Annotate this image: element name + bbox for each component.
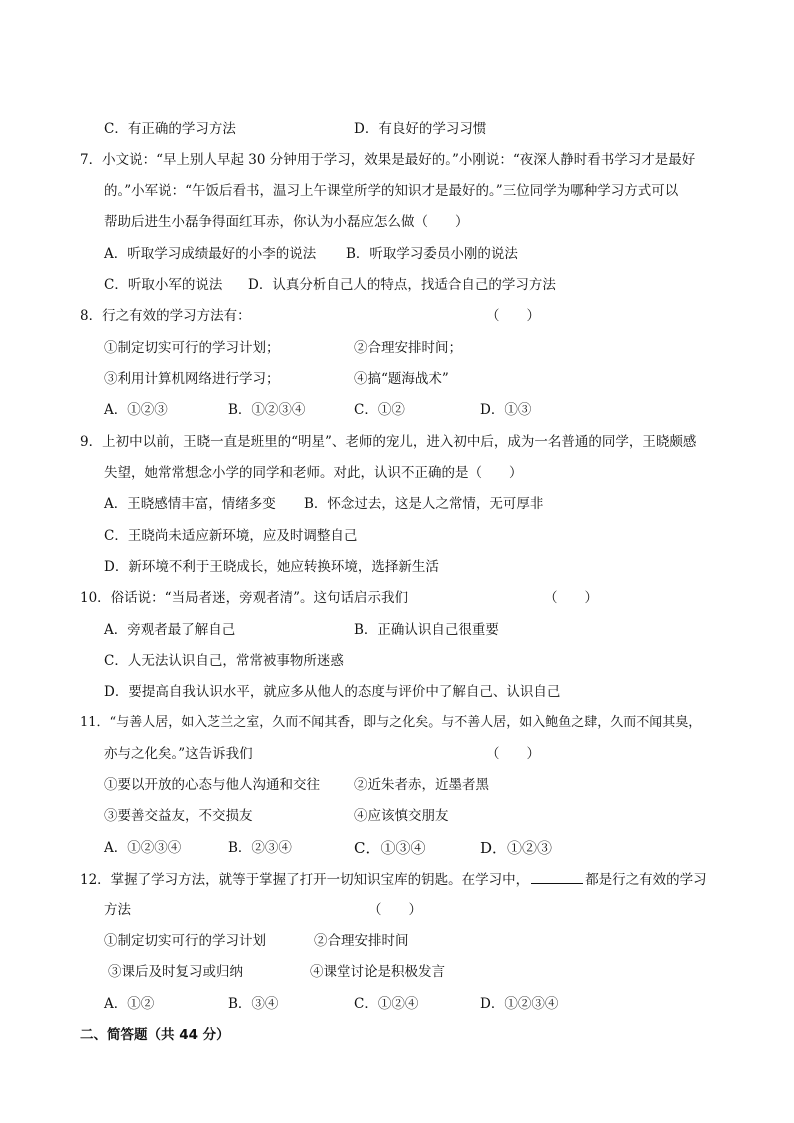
q12-option-c: C．①②④ [354,996,419,1012]
q12-item-3: ③课后及时复习或归纳 [108,964,243,980]
q6-option-c: C．有正确的学习方法 [104,121,236,137]
q12-fill-blank [531,869,583,884]
q10-option-c: C．人无法认识自己，常常被事物所迷惑 [104,653,344,669]
q11-item-2: ②近朱者赤，近墨者黑 [354,777,489,793]
q8-stem: 8．行之有效的学习方法有： [80,308,251,324]
q9-option-d: D．新环境不利于王晓成长，她应转换环境，选择新生活 [104,559,439,575]
q9-option-c: C．王晓尚未适应新环境，应及时调整自己 [104,528,358,544]
q9-option-b: B．怀念过去，这是人之常情，无可厚非 [304,496,544,512]
q8-item-2: ②合理安排时间； [354,340,462,356]
q12-stem-line2: 方法 [104,902,131,918]
q9-stem-line1: 9．上初中以前，王晓一直是班里的“明星”、老师的宠儿，进入初中后，成为一名普通的同学，王晓颇感 [80,434,697,450]
q11-stem-line1: 11．“与善人居，如入芝兰之室，久而不闻其香，即与之化矣。与不善人居，如入鲍鱼之肆，久而不闻其臭， [80,715,702,730]
q10-option-b: B．正确认识自己很重要 [354,622,499,638]
q7-option-b: B．听取学习委员小刚的说法 [346,246,518,262]
q6-option-d: D．有良好的学习习惯 [354,121,487,137]
q12-option-b: B．③④ [228,996,279,1012]
q11-item-4: ④应该慎交朋友 [354,808,449,824]
q8-answer-paren: （ ） [486,308,540,324]
q7-stem-line2: 的。”小军说：“午饭后看书，温习上午课堂所学的知识才是最好的。”三位同学为哪种学习方式可以 [104,183,679,199]
q9-option-a: A．王晓感情丰富，情绪多变 [104,496,276,512]
q12-option-d: D．①②③④ [480,996,559,1012]
q10-stem: 10．俗话说：“当局者迷，旁观者清”。这句话启示我们 [80,590,408,606]
section-heading: 二、简答题（共 44 分） [80,1027,230,1043]
q7-option-c: C．听取小军的说法 [104,277,223,293]
q8-option-d: D．①③ [480,402,532,418]
q11-item-3: ③要善交益友，不交损友 [104,808,253,824]
q12-stem-part1: 12．掌握了学习方法，就等于掌握了打开一切知识宝库的钥匙。在学习中， [80,872,530,888]
q10-option-d: D．要提高自我认识水平，就应多从他人的态度与评价中了解自己、认识自己 [104,684,561,700]
q11-option-d: D．①②③ [480,839,553,857]
q8-option-a: A．①②③ [104,402,168,418]
q7-stem-line1: 7．小文说：“早上别人早起 30 分钟用于学习，效果是最好的。”小刚说：“夜深人静时看书学习才是最好 [80,152,696,168]
q7-option-a: A．听取学习成绩最好的小李的说法 [104,246,317,262]
q8-item-3: ③利用计算机网络进行学习； [104,371,280,387]
q11-item-1: ①要以开放的心态与他人沟通和交往 [104,777,320,793]
q12-answer-paren: （ ） [368,902,422,918]
q8-option-c: C．①② [354,402,405,418]
q11-option-b: B．②③④ [228,840,292,856]
q12-stem-line1 [80,869,707,889]
q11-answer-paren: （ ） [486,746,540,762]
q8-option-b: B．①②③④ [228,402,306,418]
q12-option-a: A．①② [104,996,155,1012]
q12-item-4: ④课堂讨论是积极发言 [310,964,445,980]
q8-item-1: ①制定切实可行的学习计划； [104,340,280,356]
q12-item-1: ①制定切实可行的学习计划 [104,933,266,949]
q11-stem-line2: 亦与之化矣。”这告诉我们 [104,746,253,762]
q10-option-a: A．旁观者最了解自己 [104,622,236,638]
q8-item-4: ④搞“题海战术” [354,371,449,387]
q7-stem-line3: 帮助后进生小磊争得面红耳赤，你认为小磊应怎么做（ ） [104,214,469,230]
q7-option-d: D．认真分析自己人的特点，找适合自己的学习方法 [248,277,556,293]
q10-answer-paren: （ ） [544,590,598,606]
q11-option-a: A．①②③④ [104,840,182,856]
q9-stem-line2: 失望，她常常想念小学的同学和老师。对此，认识不正确的是（ ） [104,465,523,481]
q12-item-2: ②合理安排时间 [314,933,409,949]
q12-stem-part2: 都是行之有效的学习 [585,872,707,888]
q11-option-c: C．①③④ [354,839,426,857]
